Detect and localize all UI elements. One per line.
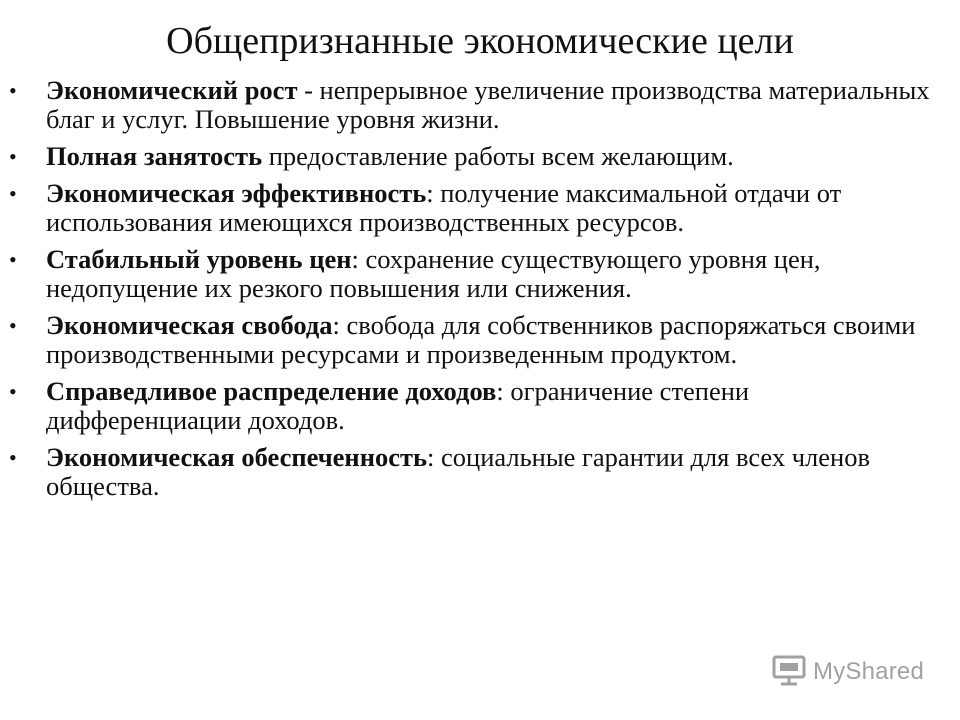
- bullet-term: Экономическая обеспеченность: [46, 442, 428, 472]
- bullet-icon: •: [9, 247, 17, 272]
- slide-title: Общепризнанные экономические цели: [166, 20, 794, 62]
- watermark-text: MyShared: [813, 658, 924, 685]
- bullet-item-economic-freedom: [0, 311, 960, 369]
- bullet-text: : социальные гарантии для всех членов общества.: [46, 442, 870, 501]
- bullet-term: Экономическая свобода: [46, 310, 333, 340]
- bullet-item-full-employment: [0, 142, 960, 171]
- bullet-term: Полная занятость: [46, 141, 263, 171]
- bullet-icon: •: [9, 181, 17, 206]
- bullet-text: : сохранение существующего уровня цен, недопущение их резкого повышения или снижения.: [46, 244, 821, 303]
- bullet-term: Экономическая эффективность: [46, 178, 427, 208]
- bullet-term: Стабильный уровень цен: [46, 244, 352, 274]
- bullet-text: : свобода для собственников распоряжаться своими производственными ресурсами и произведенным продуктом.: [46, 310, 916, 369]
- bullet-item-economic-efficiency: [0, 179, 960, 237]
- bullet-text: : ограничение степени дифференциации доходов.: [46, 376, 750, 435]
- bullet-list: [0, 76, 960, 509]
- bullet-term: Справедливое распределение доходов: [46, 376, 497, 406]
- bullet-item-stable-prices: [0, 245, 960, 303]
- bullet-text: : получение максимальной отдачи от использования имеющихся производственных ресурсов.: [46, 178, 842, 237]
- bullet-item-economic-security: [0, 443, 960, 501]
- bullet-icon: •: [9, 144, 17, 169]
- bullet-item-fair-income-distribution: [0, 377, 960, 435]
- bullet-icon: •: [9, 445, 17, 470]
- bullet-icon: •: [9, 313, 17, 338]
- bullet-text: - непрерывное увеличение производства материальных благ и услуг. Повышение уровня жизни.: [46, 75, 930, 134]
- bullet-text: предоставление работы всем желающим.: [262, 141, 734, 171]
- bullet-item-economic-growth: [0, 76, 960, 134]
- presentation-screen-icon: [772, 654, 806, 691]
- bullet-icon: •: [9, 78, 17, 103]
- bullet-term: Экономический рост: [46, 75, 298, 105]
- bullet-icon: •: [9, 379, 17, 404]
- myshared-watermark: [772, 654, 924, 690]
